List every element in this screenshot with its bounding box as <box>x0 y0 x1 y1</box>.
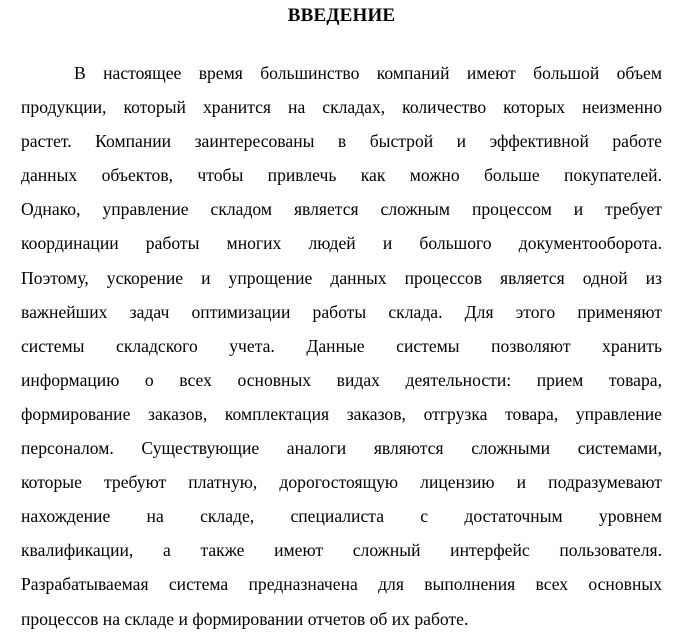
paragraph-line: данных объектов, чтобы привлечь как можно больше покупателей. <box>21 165 662 186</box>
paragraph-line: системы складского учета. Данные системы позволяют хранить <box>21 335 662 356</box>
paragraph-line: которые требуют платную, дорогостоящую лицензию и подразумевают <box>21 472 662 493</box>
paragraph-line: растет. Компании заинтересованы в быстрой и эффективной работе <box>21 131 662 152</box>
paragraph-line: Поэтому, ускорение и упрощение данных процессов является одной из <box>21 267 662 288</box>
introduction-paragraph <box>21 56 662 636</box>
section-heading: ВВЕДЕНИЕ <box>287 5 396 26</box>
paragraph-line: нахождение на складе, специалиста с достаточным уровнем <box>21 506 662 527</box>
paragraph-line: продукции, который хранится на складах, количество которых неизменно <box>21 97 662 118</box>
paragraph-line: координации работы многих людей и большого документооборота. <box>21 233 662 254</box>
paragraph-line: В настоящее время большинство компаний имеют большой объем <box>74 63 662 83</box>
paragraph-line: процессов на складе и формировании отчетов об их работе. <box>21 608 469 629</box>
paragraph-line: персоналом. Существующие аналоги являются сложными системами, <box>21 438 662 459</box>
paragraph-line: информацию о всех основных видах деятельности: прием товара, <box>21 369 662 390</box>
paragraph-line: Разрабатываемая система предназначена для выполнения всех основных <box>21 574 662 595</box>
paragraph-line: Однако, управление складом является сложным процессом и требует <box>21 199 662 220</box>
paragraph-line: важнейших задач оптимизации работы склада. Для этого применяют <box>21 301 662 322</box>
paragraph-line: формирование заказов, комплектация заказов, отгрузка товара, управление <box>21 403 662 424</box>
paragraph-line: квалификации, а также имеют сложный интерфейс пользователя. <box>21 540 662 561</box>
